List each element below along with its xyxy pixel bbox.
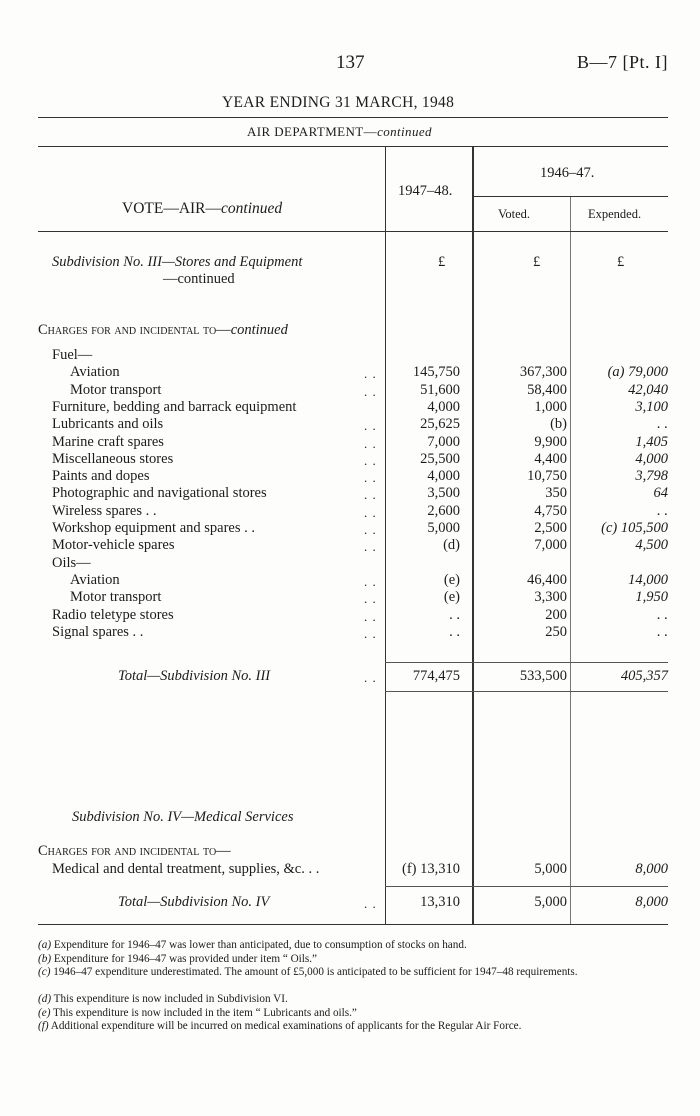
- row-value-voted: 2,500: [534, 520, 567, 536]
- total-3-leader: . .: [364, 670, 377, 685]
- row-value-voted: 250: [545, 623, 567, 640]
- row-leader-dots: . .: [364, 522, 377, 537]
- row-value-expended: 14,000: [628, 571, 668, 588]
- footnote-text: This expenditure is now included in Subdivision VI.: [53, 993, 288, 1005]
- year-header-rule: [474, 196, 668, 197]
- footnote-tag: (d): [38, 993, 52, 1005]
- row-value-voted: 200: [545, 606, 567, 623]
- footnote-text: Expenditure for 1946–47 was lower than anticipated, due to consumption of stocks on hand.: [53, 939, 467, 951]
- row-value-1947-48: 4,000: [427, 468, 460, 485]
- row-value-expended: (a) 79,000: [607, 364, 668, 381]
- medical-1947-48: (f) 13,310: [402, 861, 460, 877]
- total-4-leader: . .: [364, 896, 377, 911]
- row-label: Aviation: [70, 364, 120, 381]
- column-header-1947-48: 1947–48.: [398, 183, 453, 199]
- subdivision-3-title: Subdivision No. III—Stores and Equipment: [52, 254, 303, 270]
- row-value-expended: . .: [657, 623, 668, 640]
- row-value-1947-48: 4,000: [427, 398, 460, 415]
- row-value-voted: 350: [545, 485, 567, 502]
- subdivision-3-continued: —continued: [163, 271, 235, 287]
- row-label: Paints and dopes: [52, 468, 150, 485]
- footnote: [38, 953, 668, 967]
- footnote-tag: (b): [38, 952, 52, 965]
- total-4-top-rule: [385, 886, 668, 887]
- total-4-voted: 5,000: [534, 894, 567, 910]
- footnote-text: Expenditure for 1946–47 was provided under item “ Oils.”: [53, 952, 317, 965]
- row-value-voted: 3,300: [534, 589, 567, 606]
- document-reference: B—7 [Pt. I]: [577, 52, 668, 72]
- column-header-expended: Expended.: [588, 207, 642, 221]
- row-value-voted: (b): [550, 416, 567, 433]
- row-leader-dots: . .: [364, 608, 377, 624]
- footnote-text: Additional expenditure will be incurred on medical examinations of applicants for the Regular Air Force.: [50, 1020, 522, 1032]
- row-label: Wireless spares . .: [52, 502, 157, 519]
- department-continued: continued: [377, 124, 432, 139]
- row-value-expended: . .: [657, 416, 668, 433]
- row-leader-dots: . .: [364, 452, 377, 468]
- row-label: Radio teletype stores: [52, 606, 174, 623]
- row-value-voted: 9,900: [534, 433, 567, 450]
- vote-continued: continued: [221, 200, 283, 217]
- row-value-1947-48: 7,000: [427, 433, 460, 450]
- row-value-1947-48: 51,600: [420, 381, 460, 398]
- medical-expended: 8,000: [635, 861, 668, 877]
- table-top-rule: [38, 146, 668, 147]
- footnote: [38, 966, 668, 980]
- row-value-1947-48: 5,000: [427, 520, 460, 536]
- row-leader-dots: . .: [364, 366, 377, 382]
- row-value-expended: 1,405: [635, 433, 668, 450]
- footnote-text: 1946–47 expenditure underestimated. The amount of £5,000 is anticipated to be sufficient for 1947–48 requirements.: [53, 966, 578, 978]
- currency-symbol-2: £: [533, 254, 541, 270]
- row-label: Oils—: [52, 554, 91, 571]
- row-value-expended: 1,950: [635, 589, 668, 606]
- table-bottom-rule: [38, 924, 668, 925]
- footnote: [38, 939, 668, 953]
- charges-heading: [38, 322, 288, 339]
- page-heading: YEAR ENDING 31 MARCH, 1948: [222, 94, 455, 111]
- row-leader-dots: . .: [364, 591, 377, 607]
- row-leader-dots: . .: [364, 539, 377, 555]
- row-value-1947-48: 2,600: [427, 502, 460, 519]
- row-leader-dots: . .: [364, 383, 377, 399]
- row-value-expended: 42,040: [628, 381, 668, 398]
- total-3-expended: 405,357: [620, 668, 668, 684]
- row-value-expended: 4,500: [635, 537, 668, 554]
- row-leader-dots: . .: [364, 470, 377, 486]
- row-label: Fuel—: [52, 347, 93, 363]
- row-value-voted: 58,400: [527, 381, 567, 398]
- row-label: Photographic and navigational stores: [52, 485, 267, 502]
- footnote: [38, 1007, 668, 1021]
- row-value-voted: 46,400: [527, 571, 567, 588]
- row-label: Motor transport: [70, 381, 162, 398]
- footnote-tag: (e): [38, 1006, 51, 1019]
- currency-symbol-1: £: [438, 254, 446, 270]
- row-value-voted: 10,750: [527, 468, 567, 485]
- charges-heading-continued: continued: [230, 322, 288, 338]
- row-value-1947-48: 3,500: [427, 485, 460, 502]
- medical-voted: 5,000: [534, 861, 567, 877]
- row-label: Miscellaneous stores: [52, 450, 174, 467]
- row-value-1947-48: . .: [449, 623, 460, 640]
- row-value-expended: 3,100: [635, 398, 668, 415]
- department-name: AIR DEPARTMENT—: [247, 124, 378, 139]
- row-label: Furniture, bedding and barrack equipment: [52, 398, 297, 415]
- footnote: [38, 993, 668, 1007]
- row-value-expended: 3,798: [635, 468, 668, 485]
- row-value-voted: 4,750: [534, 502, 567, 519]
- total-3-1947-48: 774,475: [412, 668, 460, 684]
- row-value-1947-48: (e): [443, 589, 460, 606]
- total-4-expended: 8,000: [635, 894, 668, 910]
- row-value-voted: 7,000: [534, 537, 567, 554]
- row-label: Aviation: [70, 571, 120, 588]
- footnote-tag: (f): [38, 1020, 49, 1032]
- row-label: Workshop equipment and spares . .: [52, 520, 255, 536]
- row-value-1947-48: 145,750: [412, 364, 460, 381]
- row-value-expended: 64: [653, 485, 668, 502]
- total-3-top-rule: [385, 662, 668, 663]
- row-label: Motor-vehicle spares: [52, 537, 175, 554]
- row-label: Marine craft spares: [52, 433, 164, 450]
- row-value-expended: . .: [657, 606, 668, 623]
- total-4-1947-48: 13,310: [420, 894, 460, 910]
- column-rule-3: [570, 196, 571, 925]
- row-label: Motor transport: [70, 589, 162, 606]
- row-leader-dots: . .: [364, 625, 377, 641]
- row-value-voted: 1,000: [534, 398, 567, 415]
- row-value-1947-48: (d): [443, 537, 460, 554]
- row-leader-dots: . .: [364, 435, 377, 451]
- medical-row-label: Medical and dental treatment, supplies, &c. . .: [52, 861, 320, 877]
- charges-4-heading: Charges for and incidental to—: [38, 843, 231, 859]
- row-value-1947-48: (e): [443, 571, 460, 588]
- row-value-expended: (c) 105,500: [601, 520, 668, 536]
- total-3-voted: 533,500: [519, 668, 567, 684]
- vote-name: VOTE—AIR—: [122, 200, 222, 217]
- heading-rule: [38, 117, 668, 118]
- row-value-expended: 4,000: [635, 450, 668, 467]
- row-value-1947-48: 25,500: [420, 450, 460, 467]
- row-leader-dots: . .: [364, 504, 377, 520]
- row-leader-dots: . .: [364, 487, 377, 503]
- row-value-voted: 367,300: [519, 364, 567, 381]
- row-value-1947-48: 25,625: [420, 416, 460, 433]
- row-value-voted: 4,400: [534, 450, 567, 467]
- total-4-label: Total—Subdivision No. IV: [118, 894, 270, 910]
- column-header-voted: Voted.: [498, 207, 531, 221]
- department-title: [247, 124, 432, 140]
- footnote-text: This expenditure is now included in the item “ Lubricants and oils.”: [53, 1006, 357, 1019]
- column-rule-2: [472, 146, 474, 925]
- footnote-tag: (c): [38, 966, 51, 978]
- page-number: 137: [336, 52, 365, 73]
- row-leader-dots: . .: [364, 573, 377, 589]
- row-label: Signal spares . .: [52, 623, 144, 640]
- vote-title: [122, 200, 282, 218]
- column-header-1946-47: 1946–47.: [540, 165, 595, 181]
- footnote-tag: (a): [38, 939, 52, 951]
- column-rule-1: [385, 146, 386, 925]
- row-leader-dots: . .: [364, 418, 377, 434]
- header-bottom-rule: [38, 231, 668, 232]
- currency-symbol-3: £: [617, 254, 625, 270]
- charges-heading-text: Charges for and incidental to—: [38, 322, 231, 338]
- row-label: Lubricants and oils: [52, 416, 164, 433]
- total-3-bottom-rule: [385, 691, 668, 692]
- total-3-label: Total—Subdivision No. III: [118, 668, 271, 684]
- row-value-1947-48: . .: [449, 606, 460, 623]
- subdivision-4-title: Subdivision No. IV—Medical Services: [72, 809, 294, 825]
- row-value-expended: . .: [657, 502, 668, 519]
- footnote: [38, 1020, 668, 1034]
